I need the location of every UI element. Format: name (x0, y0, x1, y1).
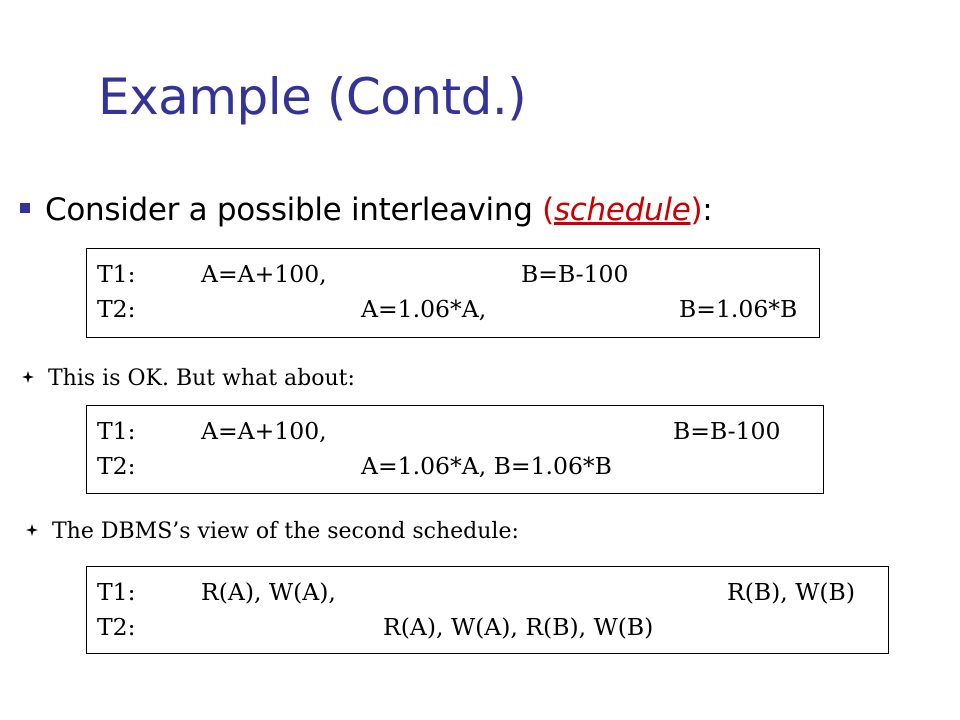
schedule1-t1-label: T1: (97, 260, 136, 288)
schedule3-t1-label: T1: (97, 578, 136, 606)
diamond-bullet-icon (26, 524, 38, 536)
note-ok (22, 366, 355, 391)
schedule1-t2-op1: A=1.06*A, (361, 295, 487, 323)
schedule2-t2-op1: A=1.06*A, B=1.06*B (361, 452, 612, 480)
slide-title: Example (Contd.) (98, 68, 527, 126)
schedule3-t2-label: T2: (97, 613, 136, 641)
schedule3-t1-op2: R(B), W(B) (727, 578, 855, 606)
schedule-box-3 (86, 566, 889, 654)
close-paren: ) (690, 192, 703, 228)
square-bullet-icon (20, 203, 30, 213)
schedule-box-2 (86, 405, 824, 494)
schedule1-t2-op2: B=1.06*B (679, 295, 798, 323)
bullet-text-prefix: Consider a possible interleaving (45, 192, 543, 228)
open-paren: ( (542, 192, 554, 228)
schedule-term: schedule (553, 192, 691, 228)
note-dbms-view (26, 519, 519, 544)
schedule3-t1-op1: R(A), W(A), (201, 578, 336, 606)
note-dbms-view-text: The DBMS’s view of the second schedule: (52, 519, 519, 544)
note-ok-text: This is OK. But what about: (48, 366, 355, 391)
schedule3-t2-op1: R(A), W(A), R(B), W(B) (383, 613, 654, 641)
diamond-bullet-icon (22, 371, 34, 383)
schedule2-t1-op2: B=B-100 (673, 417, 781, 445)
schedule1-t1-op1: A=A+100, (201, 260, 327, 288)
schedule2-t1-op1: A=A+100, (201, 417, 327, 445)
schedule1-t1-op2: B=B-100 (521, 260, 629, 288)
schedule2-t2-label: T2: (97, 452, 136, 480)
bullet-consider (20, 192, 712, 228)
schedule-box-1 (86, 248, 820, 338)
schedule2-t1-label: T1: (97, 417, 136, 445)
bullet-text-suffix: : (702, 192, 713, 228)
schedule1-t2-label: T2: (97, 295, 136, 323)
